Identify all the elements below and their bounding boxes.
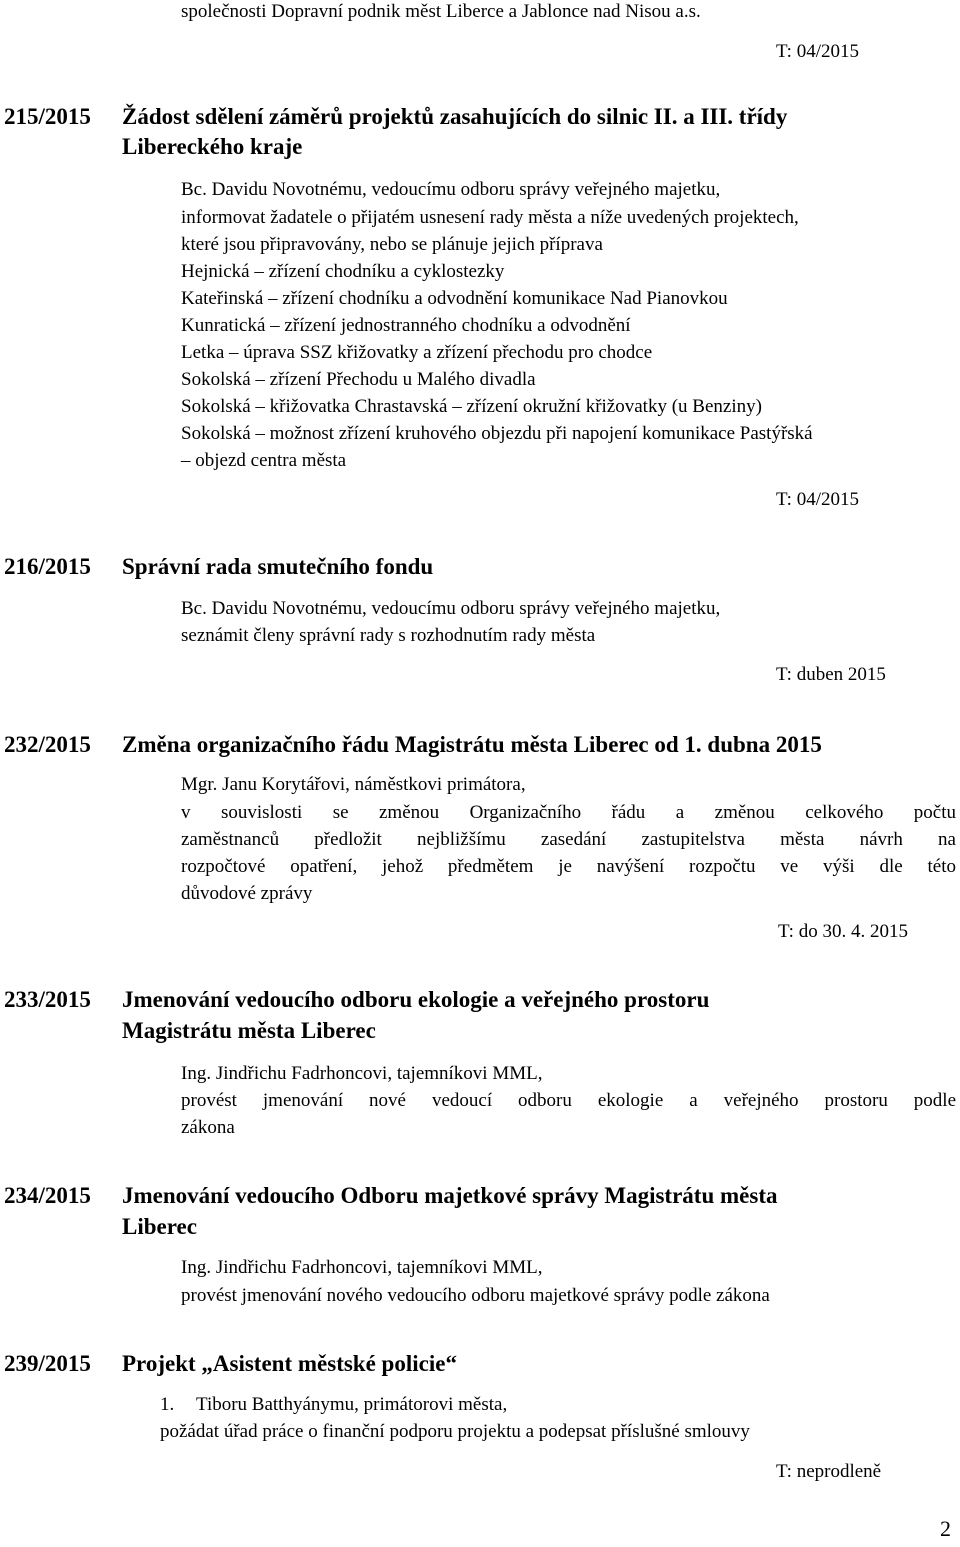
resolution-239-heading xyxy=(0,1349,960,1379)
resolution-234-heading xyxy=(0,1181,960,1243)
resolution-title: Projekt „Asistent městské policie“ xyxy=(122,1351,457,1376)
resolution-number: 215/2015 xyxy=(4,104,91,129)
resolution-text-line: důvodové zprávy xyxy=(181,883,313,904)
resolution-216-heading xyxy=(0,552,960,582)
resolution-number: 239/2015 xyxy=(4,1351,91,1376)
resolution-215-heading xyxy=(0,102,960,164)
project-item: Letka – úprava SSZ křižovatky a zřízení přechodu pro chodce xyxy=(181,342,653,363)
resolution-text-line: Ing. Jindřichu Fadrhoncovi, tajemníkovi MML, xyxy=(181,1257,543,1278)
resolution-text-line: provést jmenování nové vedoucí odboru ekologie a veřejného prostoru podle xyxy=(181,1090,956,1111)
resolution-title: Změna organizačního řádu Magistrátu města Liberec od 1. dubna 2015 xyxy=(122,732,822,757)
term-deadline: T: 04/2015 xyxy=(776,489,859,510)
continuation-text: společnosti Dopravní podnik měst Liberce a Jablonce nad Nisou a.s. xyxy=(181,1,701,22)
project-item: Sokolská – možnost zřízení kruhového objezdu při napojení komunikace Pastýřská xyxy=(181,423,813,444)
project-item: Sokolská – křižovatka Chrastavská – zřízení okružní křižovatky (u Benziny) xyxy=(181,396,762,417)
term-deadline: T: duben 2015 xyxy=(776,664,886,685)
resolution-text-line: požádat úřad práce o finanční podporu projektu a podepsat příslušné smlouvy xyxy=(160,1421,750,1442)
term-deadline: T: 04/2015 xyxy=(776,41,859,62)
resolution-text-line: Ing. Jindřichu Fadrhoncovi, tajemníkovi MML, xyxy=(181,1063,543,1084)
resolution-number: 216/2015 xyxy=(4,554,91,579)
page-number: 2 xyxy=(940,1516,951,1541)
project-item: – objezd centra města xyxy=(181,450,347,471)
resolution-number: 233/2015 xyxy=(4,987,91,1012)
resolution-title: Správní rada smutečního fondu xyxy=(122,554,434,579)
resolution-text-line: zákona xyxy=(181,1117,235,1138)
resolution-text-line: které jsou připravovány, nebo se plánuje jejich příprava xyxy=(181,234,603,255)
project-item: Kunratická – zřízení jednostranného chodníku a odvodnění xyxy=(181,315,631,336)
resolution-text-line: zaměstnanců předložit nejbližšímu zasedání zastupitelstva města návrh na xyxy=(181,829,956,850)
term-deadline: T: neprodleně xyxy=(776,1461,882,1482)
resolution-text-line: informovat žadatele o přijatém usnesení rady města a níže uvedených projektech, xyxy=(181,207,799,228)
resolution-text-line: Tiboru Batthyánymu, primátorovi města, xyxy=(196,1394,508,1415)
project-item: Hejnická – zřízení chodníku a cyklostezky xyxy=(181,261,505,282)
project-item: Sokolská – zřízení Přechodu u Malého divadla xyxy=(181,369,536,390)
resolution-text-line: Mgr. Janu Korytářovi, náměstkovi primátora, xyxy=(181,774,526,795)
resolution-232-heading xyxy=(0,730,960,760)
resolution-text-line: Bc. Davidu Novotnému, vedoucímu odboru správy veřejného majetku, xyxy=(181,598,721,619)
resolution-number: 234/2015 xyxy=(4,1183,91,1208)
resolution-title: Jmenování vedoucího odboru ekologie a veřejného prostoru xyxy=(122,987,710,1012)
resolution-title: Magistrátu města Liberec xyxy=(122,1018,376,1043)
term-deadline: T: do 30. 4. 2015 xyxy=(778,921,908,942)
resolution-text-line: Bc. Davidu Novotnému, vedoucímu odboru správy veřejného majetku, xyxy=(181,179,721,200)
list-item-marker: 1. xyxy=(160,1394,175,1415)
resolution-text-line: v souvislosti se změnou Organizačního řádu a změnou celkového počtu xyxy=(181,802,956,823)
resolution-233-heading xyxy=(0,985,960,1047)
resolution-text-line: seznámit členy správní rady s rozhodnutím rady města xyxy=(181,625,596,646)
resolution-title: Liberec xyxy=(122,1214,197,1239)
resolution-text-line: rozpočtové opatření, jehož předmětem je navýšení rozpočtu ve výši dle této xyxy=(181,856,956,877)
resolution-title: Libereckého kraje xyxy=(122,134,303,159)
resolution-title: Žádost sdělení záměrů projektů zasahujících do silnic II. a III. třídy xyxy=(122,104,788,129)
resolution-number: 232/2015 xyxy=(4,732,91,757)
project-item: Kateřinská – zřízení chodníku a odvodnění komunikace Nad Pianovkou xyxy=(181,288,728,309)
resolution-title: Jmenování vedoucího Odboru majetkové správy Magistrátu města xyxy=(122,1183,778,1208)
resolution-text-line: provést jmenování nového vedoucího odboru majetkové správy podle zákona xyxy=(181,1285,770,1306)
